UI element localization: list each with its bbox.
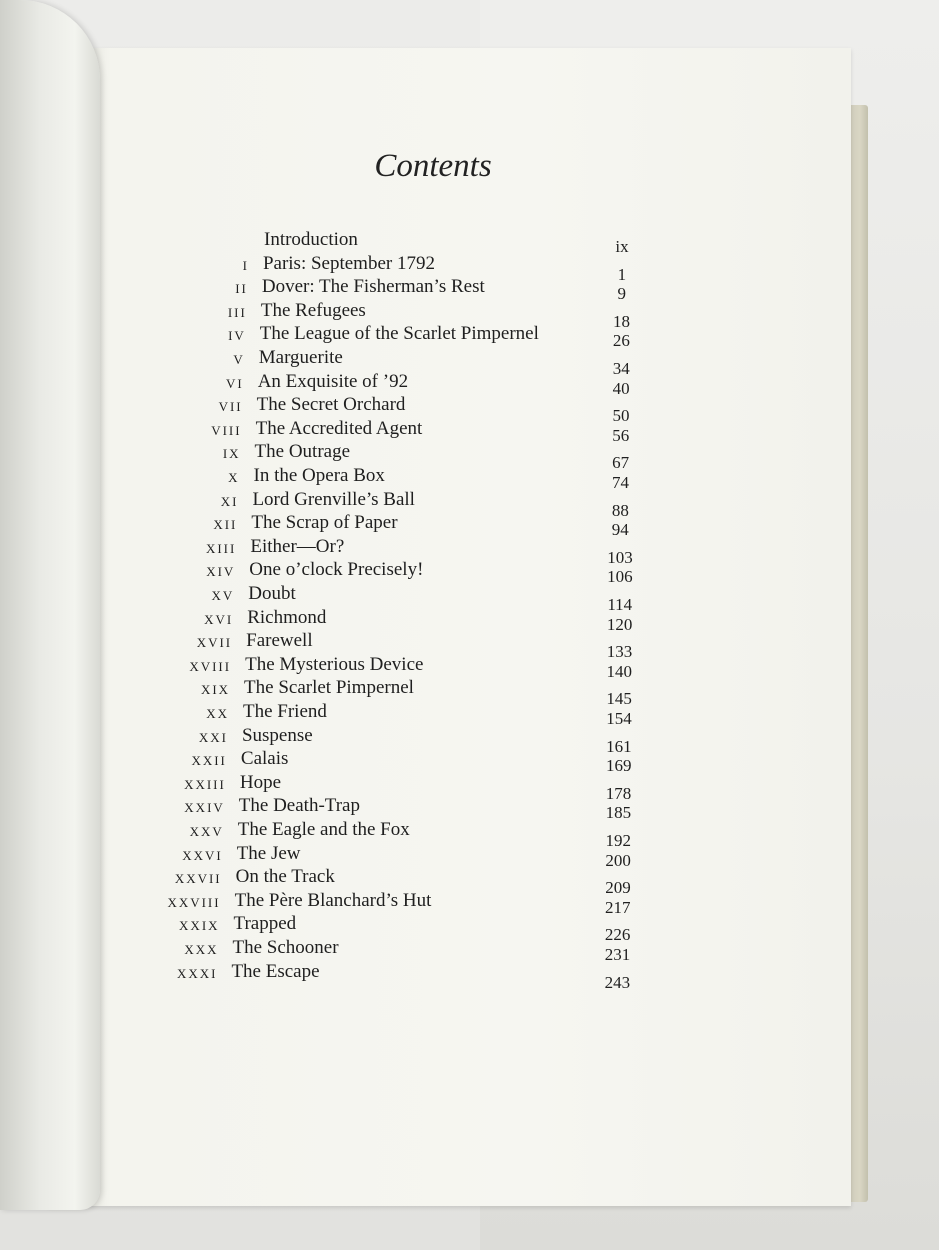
page-number: 192 — [605, 831, 631, 850]
page-number: 67 — [612, 453, 630, 473]
toc-entry — [0, 488, 640, 512]
chapter-number: XXVIII — [167, 894, 221, 910]
toc-entry — [0, 511, 640, 535]
chapter-title: The Outrage — [254, 441, 351, 463]
chapter-title: The Eagle and the Fox — [237, 819, 410, 840]
chapter-title: Hope — [239, 771, 281, 793]
page-number: 161 — [606, 736, 632, 756]
book-cover-edge — [848, 105, 868, 1202]
chapter-title: The Jew — [236, 842, 301, 864]
page-number: 169 — [605, 756, 632, 776]
page-number: 114 — [607, 595, 633, 614]
page-number: 9 — [617, 284, 626, 304]
toc-entry — [0, 724, 640, 748]
chapter-title: The Scarlet Pimpernel — [244, 677, 414, 699]
toc-entry — [0, 936, 640, 960]
page-number: 50 — [612, 406, 630, 426]
chapter-number: XXI — [198, 729, 228, 745]
chapter-number: I — [242, 257, 249, 273]
page-number: ix — [615, 237, 629, 256]
chapter-title: The Mysterious Device — [245, 653, 424, 675]
chapter-title: The Accredited Agent — [255, 417, 423, 439]
toc-entry — [0, 700, 640, 724]
chapter-number: V — [233, 352, 245, 367]
chapter-title: The Death-Trap — [238, 795, 360, 817]
page-number: 74 — [612, 473, 629, 492]
chapter-number: VI — [225, 375, 244, 391]
toc-entry — [0, 322, 640, 346]
toc-entry — [0, 346, 640, 370]
chapter-title: Richmond — [247, 606, 327, 628]
chapter-title: Introduction — [264, 229, 358, 250]
chapter-title: Dover: The Fisherman’s Rest — [261, 276, 485, 298]
toc-entry — [0, 535, 640, 559]
chapter-number: XVII — [196, 635, 233, 651]
chapter-title: An Exquisite of ’92 — [257, 370, 409, 392]
chapter-title: Suspense — [241, 724, 313, 746]
toc-entry — [0, 629, 640, 653]
chapter-number: III — [227, 304, 247, 320]
page-number: 94 — [611, 520, 629, 540]
chapter-title: The Friend — [243, 701, 327, 722]
page-number: 103 — [607, 547, 633, 567]
toc-entry — [0, 606, 640, 630]
chapter-title: One o’clock Precisely! — [249, 559, 424, 581]
page-number: 88 — [611, 500, 629, 520]
chapter-title: The League of the Scarlet Pimpernel — [259, 323, 539, 345]
chapter-number: XXIV — [184, 800, 225, 816]
chapter-title: Calais — [240, 748, 289, 770]
toc-entry — [0, 299, 640, 323]
chapter-number: XII — [213, 517, 238, 533]
chapter-title: In the Opera Box — [253, 465, 385, 486]
page-number: 231 — [604, 945, 631, 964]
chapter-number: XIV — [206, 564, 236, 580]
chapter-number: XV — [211, 588, 235, 603]
chapter-number: XXIX — [179, 918, 220, 934]
toc-entry — [0, 417, 640, 441]
chapter-number: XXVII — [174, 871, 222, 887]
chapter-title: The Refugees — [260, 299, 366, 321]
toc-entry — [0, 912, 640, 936]
chapter-title: The Escape — [231, 960, 320, 982]
toc-entry — [0, 865, 640, 889]
page-number: 18 — [613, 311, 631, 331]
chapter-number: XXVI — [182, 847, 223, 863]
toc-entry — [0, 771, 640, 795]
toc-entry — [0, 370, 640, 394]
toc-entry — [0, 818, 640, 842]
page-number: 26 — [612, 331, 630, 351]
page-number: 40 — [612, 378, 630, 398]
toc-entry — [0, 842, 640, 866]
chapter-number: XXV — [189, 824, 224, 839]
page-number: 178 — [605, 783, 632, 803]
toc-entry — [0, 582, 640, 606]
page-number: 34 — [612, 359, 630, 378]
toc-entry — [0, 275, 640, 299]
page-number: 133 — [606, 642, 633, 662]
page-number: 209 — [605, 878, 631, 898]
chapter-title: Either—Or? — [250, 535, 345, 557]
chapter-title: Farewell — [246, 630, 313, 652]
chapter-number: VIII — [211, 422, 242, 438]
page-number: 106 — [607, 567, 633, 587]
chapter-number: IV — [228, 328, 246, 344]
page-number: 226 — [604, 925, 631, 945]
chapter-title: Lord Grenville’s Ball — [252, 488, 415, 510]
chapter-title: Doubt — [248, 583, 296, 604]
chapter-number: IX — [222, 446, 241, 462]
chapter-number: XVI — [204, 611, 234, 627]
page-number: 1 — [617, 264, 627, 284]
toc-entry — [0, 252, 640, 276]
page-number: 154 — [606, 709, 632, 728]
chapter-number: XXII — [191, 753, 227, 769]
toc-entry — [0, 960, 640, 984]
chapter-number: XI — [220, 493, 239, 509]
toc-entry — [0, 393, 640, 417]
page-number: 185 — [605, 803, 632, 823]
page-number: 243 — [604, 972, 631, 992]
page-number: 56 — [612, 425, 630, 445]
chapter-title: Trapped — [233, 913, 297, 935]
chapter-number: XVIII — [189, 658, 232, 674]
page-title: Contents — [374, 148, 492, 184]
toc-entry — [0, 653, 640, 677]
toc-entry — [0, 440, 640, 464]
toc-entry — [0, 558, 640, 582]
page-number: 120 — [606, 614, 633, 634]
page-number: 217 — [605, 897, 631, 917]
chapter-number: II — [235, 281, 248, 297]
toc-entry — [0, 794, 640, 818]
toc-entry — [0, 676, 640, 700]
chapter-number: XIX — [200, 682, 231, 698]
chapter-title: The Père Blanchard’s Hut — [234, 889, 432, 911]
chapter-number: XX — [206, 706, 229, 721]
toc-entry — [0, 464, 640, 488]
chapter-title: Marguerite — [258, 347, 343, 368]
toc-entry — [0, 228, 640, 252]
chapter-title: The Scrap of Paper — [251, 512, 398, 534]
chapter-number: XXX — [184, 942, 219, 957]
chapter-title: The Secret Orchard — [256, 394, 406, 416]
chapter-number: VII — [218, 399, 243, 415]
chapter-number: X — [228, 470, 240, 485]
chapter-number: XXIII — [184, 776, 226, 792]
chapter-title: On the Track — [235, 866, 335, 888]
page-number: 200 — [605, 850, 631, 870]
chapter-number: XIII — [205, 540, 237, 556]
chapter-title: The Schooner — [232, 937, 339, 958]
page-number: 140 — [606, 661, 633, 681]
chapter-number: XXXI — [176, 965, 218, 981]
toc-entry — [0, 889, 640, 913]
chapter-title: Paris: September 1792 — [262, 252, 435, 274]
toc-entry — [0, 747, 640, 771]
page-number: 145 — [606, 689, 632, 709]
